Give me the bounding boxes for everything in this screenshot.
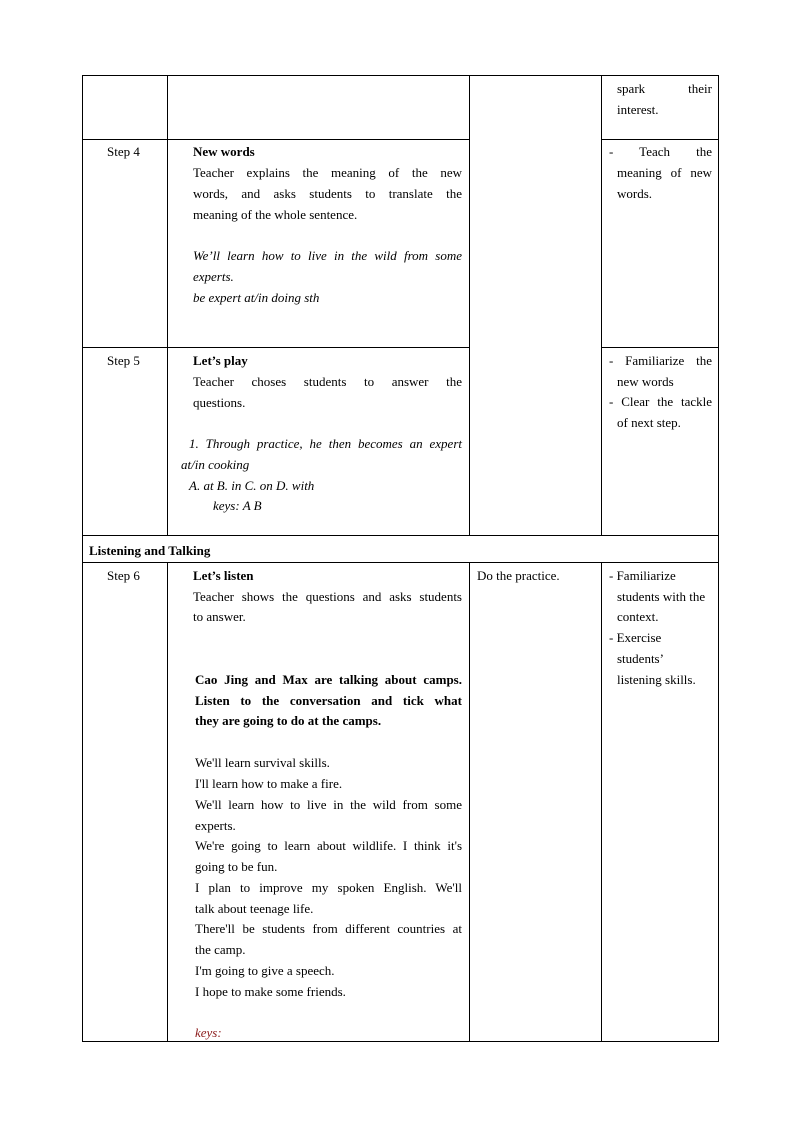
aims-text: context. bbox=[617, 609, 659, 624]
aims-text: - Teach the bbox=[609, 144, 712, 159]
section-title: Listening and Talking bbox=[89, 543, 211, 558]
example-sentence: We’ll learn how to live in the wild from some bbox=[193, 248, 462, 263]
listening-sentence: I plan to improve my spoken English. We'll bbox=[195, 880, 462, 895]
task-instruction: Cao Jing and Max are talking about camps. bbox=[195, 672, 462, 687]
answer-options: A. at B. in C. on D. with bbox=[189, 478, 315, 493]
aims-text: listening skills. bbox=[617, 672, 696, 687]
example-phrase: be expert at/in doing sth bbox=[193, 290, 320, 305]
aims-text: - Familiarize the bbox=[609, 353, 712, 368]
aims-text: of next step. bbox=[617, 415, 681, 430]
row-divider bbox=[82, 139, 470, 140]
aims-text: - Familiarize bbox=[609, 568, 676, 583]
column-divider bbox=[167, 562, 168, 1042]
column-divider bbox=[167, 75, 168, 536]
step-description: meaning of the whole sentence. bbox=[193, 207, 358, 222]
column-divider bbox=[469, 562, 470, 1042]
task-instruction: Listen to the conversation and tick what bbox=[195, 693, 462, 708]
step-title: Let’s listen bbox=[193, 568, 254, 583]
listening-sentence: We're going to learn about wildlife. I think it's bbox=[195, 838, 462, 853]
row-divider bbox=[82, 535, 719, 536]
student-activity: Do the practice. bbox=[477, 568, 560, 583]
step-description: words, and asks students to translate the bbox=[193, 186, 462, 201]
row-divider bbox=[82, 562, 719, 563]
step-description: questions. bbox=[193, 395, 246, 410]
row-divider bbox=[82, 347, 470, 348]
listening-sentence: I'm going to give a speech. bbox=[195, 963, 335, 978]
step-title: New words bbox=[193, 144, 255, 159]
listening-sentence: I hope to make some friends. bbox=[195, 984, 346, 999]
listening-sentence: experts. bbox=[195, 818, 236, 833]
step-description: to answer. bbox=[193, 609, 246, 624]
listening-sentence: There'll be students from different countries at bbox=[195, 921, 462, 936]
listening-sentence: talk about teenage life. bbox=[195, 901, 314, 916]
listening-sentence: the camp. bbox=[195, 942, 246, 957]
aims-text: students’ bbox=[617, 651, 664, 666]
listening-sentence: going to be fun. bbox=[195, 859, 278, 874]
table-border-left bbox=[82, 75, 83, 1042]
example-sentence: experts. bbox=[193, 269, 234, 284]
task-instruction: they are going to do at the camps. bbox=[195, 713, 382, 728]
row-divider bbox=[601, 347, 719, 348]
answer-keys: keys: A B bbox=[213, 498, 262, 513]
aims-text: new words bbox=[617, 374, 674, 389]
column-divider bbox=[601, 562, 602, 1042]
answer-keys: keys: bbox=[195, 1025, 222, 1040]
table-border-top bbox=[82, 75, 719, 76]
aims-text: - Exercise bbox=[609, 630, 662, 645]
step-description: Teacher explains the meaning of the new bbox=[193, 165, 462, 180]
aims-text: interest. bbox=[617, 102, 659, 117]
aims-text: spark their bbox=[617, 81, 712, 96]
step-label: Step 4 bbox=[107, 144, 140, 159]
table-border-right bbox=[718, 75, 719, 1042]
step-label: Step 5 bbox=[107, 353, 140, 368]
practice-question: 1. Through practice, he then becomes an expert bbox=[189, 436, 462, 451]
aims-text: students with the bbox=[617, 589, 706, 604]
step-description: Teacher shows the questions and asks students bbox=[193, 589, 462, 604]
table-border-bottom bbox=[82, 1041, 719, 1042]
aims-text: words. bbox=[617, 186, 653, 201]
listening-sentence: We'll learn how to live in the wild from some bbox=[195, 797, 462, 812]
aims-text: meaning of new bbox=[617, 165, 712, 180]
listening-sentence: I'll learn how to make a fire. bbox=[195, 776, 343, 791]
column-divider bbox=[469, 75, 470, 536]
column-divider bbox=[601, 75, 602, 536]
aims-text: - Clear the tackle bbox=[609, 394, 712, 409]
step-title: Let’s play bbox=[193, 353, 248, 368]
listening-sentence: We'll learn survival skills. bbox=[195, 755, 330, 770]
step-label: Step 6 bbox=[107, 568, 140, 583]
practice-question: at/in cooking bbox=[181, 457, 250, 472]
step-description: Teacher choses students to answer the bbox=[193, 374, 462, 389]
row-divider bbox=[601, 139, 719, 140]
